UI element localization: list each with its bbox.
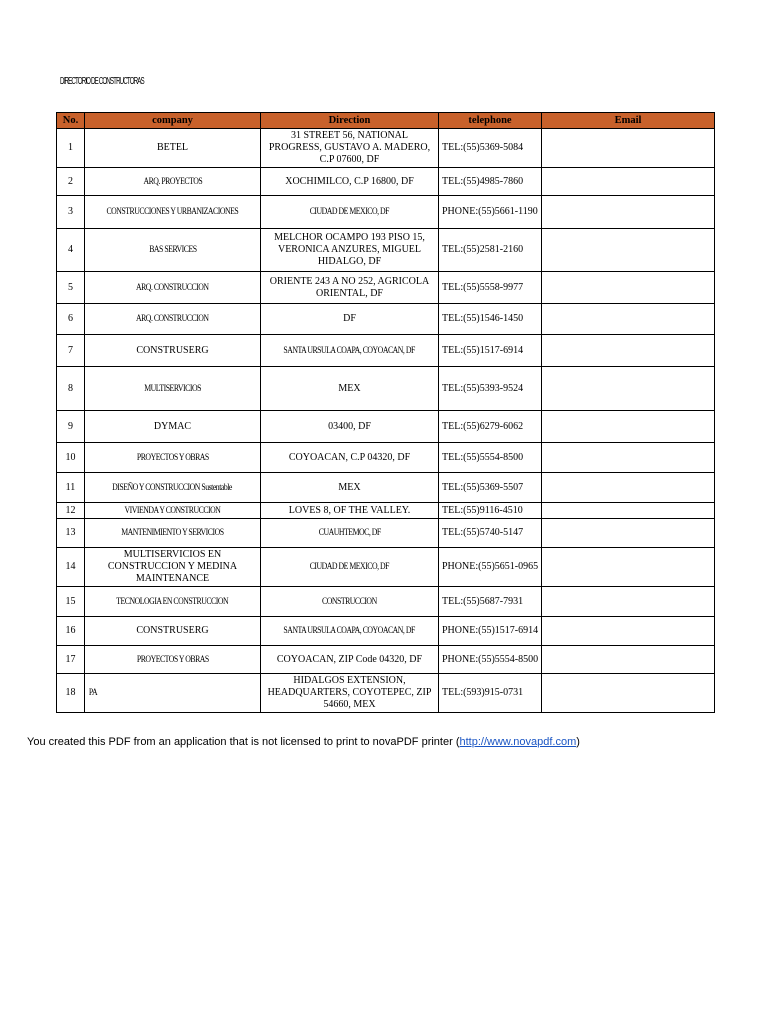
company-name-text: ARQ. PROYECTOS (143, 176, 202, 187)
header-no: No. (57, 113, 85, 129)
table-row (57, 272, 715, 304)
row-number: 10 (57, 443, 85, 473)
company-name (85, 367, 261, 411)
company-name (85, 229, 261, 272)
company-telephone: TEL:(55)5740-5147 (439, 519, 542, 548)
notice-text-end: ) (576, 736, 580, 748)
company-email (542, 617, 715, 646)
novapdf-link[interactable]: http://www.novapdf.com (459, 736, 577, 748)
company-telephone: PHONE:(55)5661-1190 (439, 196, 542, 229)
company-name-text: PROYECTOS Y OBRAS (136, 452, 209, 463)
row-number: 8 (57, 367, 85, 411)
company-telephone: TEL:(55)5369-5084 (439, 129, 542, 168)
table-row (57, 229, 715, 272)
company-name (85, 519, 261, 548)
novapdf-license-notice (27, 736, 580, 748)
company-name-text: MULTISERVICIOS (144, 383, 201, 394)
row-number: 3 (57, 196, 85, 229)
company-email (542, 411, 715, 443)
company-telephone: TEL:(55)5393-9524 (439, 367, 542, 411)
company-email (542, 196, 715, 229)
company-name (85, 674, 261, 713)
company-direction: LOVES 8, OF THE VALLEY. (261, 503, 439, 519)
company-email (542, 229, 715, 272)
company-direction: COYOACAN, C.P 04320, DF (261, 443, 439, 473)
company-name: BETEL (85, 129, 261, 168)
row-number: 5 (57, 272, 85, 304)
company-name-text: ARQ. CONSTRUCCION (136, 282, 209, 293)
company-email (542, 503, 715, 519)
company-direction: ORIENTE 243 A NO 252, AGRICOLA ORIENTAL, DF (261, 272, 439, 304)
company-email (542, 674, 715, 713)
company-email (542, 304, 715, 335)
document-title: DIRECTORIO DE CONSTRUCTORAS (60, 76, 144, 87)
table-row (57, 304, 715, 335)
company-telephone: TEL:(55)1546-1450 (439, 304, 542, 335)
company-direction (261, 335, 439, 367)
company-telephone: TEL:(55)1517-6914 (439, 335, 542, 367)
company-direction-text: SANTA URSULA COAPA, COYOACAN, DF (283, 345, 416, 356)
company-telephone: PHONE:(55)5651-0965 (439, 548, 542, 587)
header-direction: Direction (261, 113, 439, 129)
company-name-text: CONSTRUCCIONES Y URBANIZACIONES (106, 207, 239, 217)
table-header-row (57, 113, 715, 129)
company-direction-text: CIUDAD DE MEXICO, DF (309, 562, 390, 572)
company-name (85, 443, 261, 473)
company-email (542, 168, 715, 196)
table-row (57, 196, 715, 229)
table-row (57, 587, 715, 617)
company-email (542, 443, 715, 473)
company-email (542, 367, 715, 411)
company-name (85, 503, 261, 519)
company-email (542, 272, 715, 304)
company-directory-table (56, 112, 715, 713)
company-name: DYMAC (85, 411, 261, 443)
row-number: 1 (57, 129, 85, 168)
company-email (542, 129, 715, 168)
company-direction (261, 519, 439, 548)
company-name-text: PROYECTOS Y OBRAS (136, 654, 209, 665)
company-email (542, 646, 715, 674)
company-telephone: TEL:(55)4985-7860 (439, 168, 542, 196)
company-name (85, 196, 261, 229)
row-number: 11 (57, 473, 85, 503)
table-row (57, 674, 715, 713)
company-name-text: TECNOLOGIA EN CONSTRUCCION (116, 596, 229, 607)
company-email (542, 587, 715, 617)
notice-text: You created this PDF from an application that is not licensed to print to novaPDF printer ( (27, 736, 460, 748)
row-number: 17 (57, 646, 85, 674)
company-direction-text: CIUDAD DE MEXICO, DF (309, 207, 390, 217)
company-direction: 03400, DF (261, 411, 439, 443)
company-direction: MEX (261, 473, 439, 503)
company-email (542, 548, 715, 587)
table-row (57, 443, 715, 473)
row-number: 16 (57, 617, 85, 646)
row-number: 6 (57, 304, 85, 335)
company-telephone: TEL:(55)5558-9977 (439, 272, 542, 304)
row-number: 2 (57, 168, 85, 196)
company-name-text: MANTENIMIENTO Y SERVICIOS (121, 528, 224, 538)
company-direction (261, 587, 439, 617)
company-direction (261, 617, 439, 646)
company-telephone: TEL:(55)5554-8500 (439, 443, 542, 473)
company-name-text: BAS SERVICES (148, 245, 197, 255)
row-number: 18 (57, 674, 85, 713)
company-direction-text: CONSTRUCCION (322, 596, 377, 607)
table-row (57, 335, 715, 367)
company-direction: HIDALGOS EXTENSION, HEADQUARTERS, COYOTEPEC, ZIP 54660, MEX (261, 674, 439, 713)
company-telephone: TEL:(593)915-0731 (439, 674, 542, 713)
company-direction (261, 548, 439, 587)
row-number: 14 (57, 548, 85, 587)
table-row (57, 646, 715, 674)
row-number: 13 (57, 519, 85, 548)
company-direction: COYOACAN, ZIP Code 04320, DF (261, 646, 439, 674)
company-direction: 31 STREET 56, NATIONAL PROGRESS, GUSTAVO A. MADERO, C.P 07600, DF (261, 129, 439, 168)
company-name: MULTISERVICIOS EN CONSTRUCCION Y MEDINA MAINTENANCE (85, 548, 261, 587)
table-row (57, 473, 715, 503)
table-row (57, 168, 715, 196)
company-name-text: PA (88, 688, 98, 698)
company-name (85, 272, 261, 304)
company-direction-text: SANTA URSULA COAPA, COYOACAN, DF (283, 626, 416, 636)
company-telephone: PHONE:(55)1517-6914 (439, 617, 542, 646)
company-name: CONSTRUSERG (85, 617, 261, 646)
company-name (85, 473, 261, 503)
table-row (57, 617, 715, 646)
table-row (57, 548, 715, 587)
row-number: 9 (57, 411, 85, 443)
company-name (85, 587, 261, 617)
company-direction: MELCHOR OCAMPO 193 PISO 15, VERONICA ANZURES, MIGUEL HIDALGO, DF (261, 229, 439, 272)
company-email (542, 473, 715, 503)
company-direction: XOCHIMILCO, C.P 16800, DF (261, 168, 439, 196)
company-telephone: TEL:(55)6279-6062 (439, 411, 542, 443)
company-direction: MEX (261, 367, 439, 411)
company-telephone: TEL:(55)2581-2160 (439, 229, 542, 272)
company-telephone: TEL:(55)5369-5507 (439, 473, 542, 503)
header-email: Email (542, 113, 715, 129)
table-row (57, 367, 715, 411)
table-row (57, 411, 715, 443)
company-telephone: TEL:(55)9116-4510 (439, 503, 542, 519)
company-name-text: VIVIENDA Y CONSTRUCCION (124, 505, 221, 516)
row-number: 15 (57, 587, 85, 617)
table-row (57, 129, 715, 168)
company-telephone: PHONE:(55)5554-8500 (439, 646, 542, 674)
table-row (57, 519, 715, 548)
header-company: company (85, 113, 261, 129)
company-direction-text: CUAUHTEMOC, DF (318, 528, 381, 538)
company-email (542, 335, 715, 367)
company-direction (261, 196, 439, 229)
company-name-text: DISEÑO Y CONSTRUCCION Sustentable (112, 482, 233, 493)
company-name (85, 304, 261, 335)
company-telephone: TEL:(55)5687-7931 (439, 587, 542, 617)
company-name: CONSTRUSERG (85, 335, 261, 367)
company-name (85, 168, 261, 196)
company-name (85, 646, 261, 674)
company-email (542, 519, 715, 548)
row-number: 7 (57, 335, 85, 367)
row-number: 12 (57, 503, 85, 519)
table-row (57, 503, 715, 519)
header-telephone: telephone (439, 113, 542, 129)
company-direction: DF (261, 304, 439, 335)
row-number: 4 (57, 229, 85, 272)
company-name-text: ARQ. CONSTRUCCION (136, 314, 209, 324)
